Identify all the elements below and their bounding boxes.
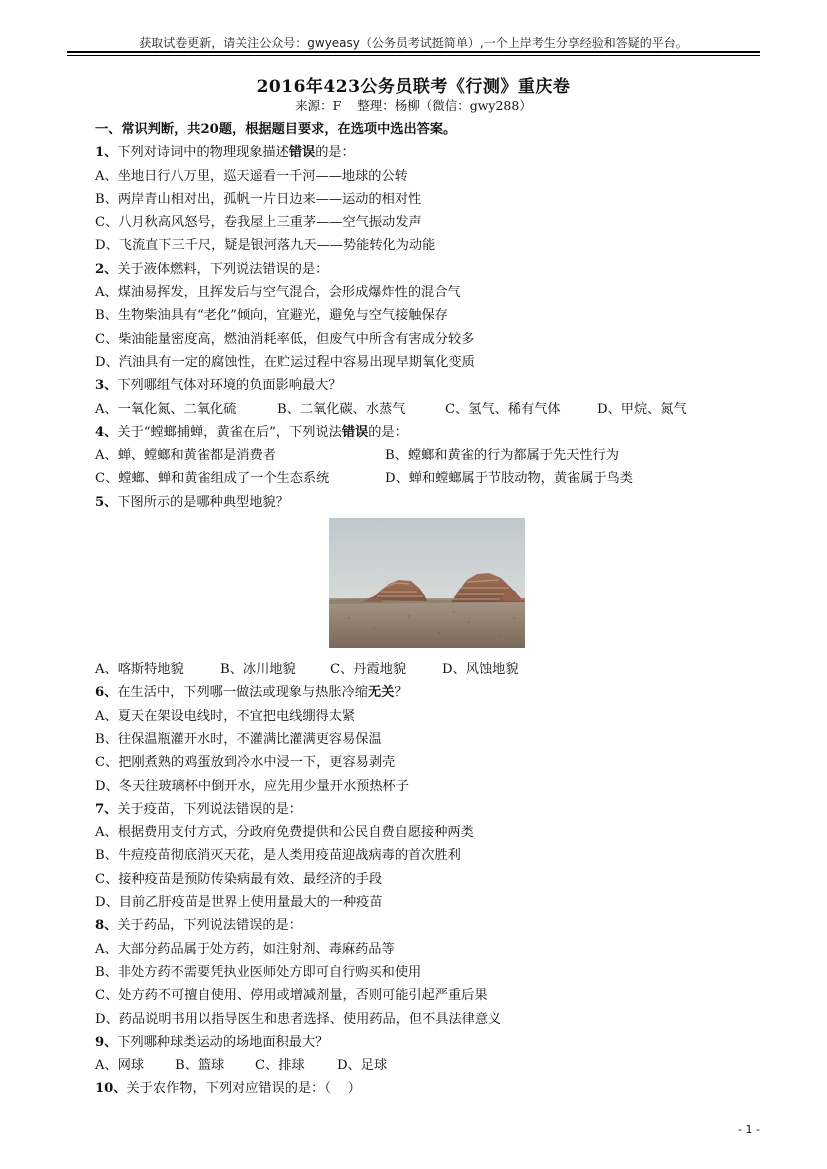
question-number: 6、: [95, 685, 118, 701]
option: B、非处方药不需要凭执业医师处方即可自行购买和使用: [95, 964, 422, 980]
page-number: - 1 -: [738, 1123, 760, 1136]
options-row: [95, 1054, 775, 1077]
option: D、蝉和螳螂属于节肢动物，黄雀属于鸟类: [385, 471, 633, 487]
option: A、夏天在架设电线时，不宜把电线绷得太紧: [95, 708, 356, 724]
option: C、接种疫苗是预防传染病最有效、最经济的手段: [95, 871, 383, 887]
question-1-stem: 1、下列对诗词中的物理现象描述错误的是：: [95, 145, 355, 161]
page-title: 2016年423公务员联考《行测》重庆卷: [256, 77, 571, 97]
option: B、牛痘疫苗彻底消灭天花，是人类用疫苗迎战病毒的首次胜利: [95, 848, 461, 864]
source-line: 来源：F 整理：杨柳（微信：gwy288）: [295, 98, 532, 113]
option: C、排球: [255, 1058, 305, 1074]
question-5-stem: 5、下图所示的是哪种典型地貌？: [95, 494, 289, 510]
option: D、风蚀地貌: [442, 662, 519, 678]
question-number: 9、: [95, 1034, 118, 1050]
question-7-stem: 7、关于疫苗，下列说法错误的是：: [95, 801, 302, 817]
option: D、甲烷、氮气: [597, 401, 687, 417]
option: C、丹霞地貌: [330, 662, 407, 678]
option: A、大部分药品属于处方药，如注射剂、毒麻药品等: [95, 941, 395, 957]
option: A、煤油易挥发，且挥发后与空气混合，会形成爆炸性的混合气: [95, 285, 461, 301]
question-3-stem: 3、下列哪组气体对环境的负面影响最大？: [95, 378, 342, 394]
option: B、二氧化碳、水蒸气: [277, 401, 406, 417]
option: B、冰川地貌: [220, 662, 296, 678]
option: C、把刚煮熟的鸡蛋放到冷水中浸一下，更容易剥壳: [95, 755, 396, 771]
option: C、柴油能量密度高，燃油消耗率低，但废气中所含有害成分较多: [95, 331, 475, 347]
option: A、网球: [95, 1058, 145, 1074]
header-rule-thick: [67, 51, 760, 53]
question-number: 1、: [95, 145, 118, 161]
option: D、冬天往玻璃杯中倒开水，应先用少量开水预热杯子: [95, 778, 409, 794]
option: C、螳螂、蝉和黄雀组成了一个生态系统: [95, 471, 330, 487]
question-9-stem: 9、下列哪种球类运动的场地面积最大？: [95, 1034, 329, 1050]
section-heading: 一、常识判断，共20题，根据题目要求，在选项中选出答案。: [95, 122, 457, 137]
question-number: 8、: [95, 918, 118, 934]
question-number: 2、: [95, 261, 118, 277]
option: A、蝉、螳螂和黄雀都是消费者: [95, 448, 276, 464]
option: B、生物柴油具有“老化”倾向，宜避光，避免与空气接触保存: [95, 308, 448, 324]
option: A、根据费用支付方式，分政府免费提供和公民自费自愿接种两类: [95, 825, 474, 841]
option: A、坐地日行八万里，巡天遥看一千河——地球的公转: [95, 168, 408, 184]
question-number: 10、: [95, 1081, 127, 1097]
question-number: 7、: [95, 801, 118, 817]
option: D、飞流直下三千尺，疑是银河落九天——势能转化为动能: [95, 238, 436, 254]
figure-container: [95, 514, 775, 658]
option: C、氢气、稀有气体: [445, 401, 561, 417]
question-4-stem: 4、关于“螳螂捕蝉，黄雀在后”，下列说法错误的是：: [95, 424, 408, 440]
option: B、两岸青山相对出，孤帆一片日边来——运动的相对性: [95, 191, 422, 207]
question-10-stem: 10、关于农作物，下列对应错误的是：（ ）: [95, 1081, 361, 1097]
option: C、八月秋高风怒号，卷我屋上三重茅——空气振动发声: [95, 215, 422, 231]
question-number: 4、: [95, 424, 118, 440]
question-8-stem: 8、关于药品，下列说法错误的是：: [95, 918, 302, 934]
option: D、足球: [337, 1058, 388, 1074]
option: D、汽油具有一定的腐蚀性，在贮运过程中容易出现早期氧化变质: [95, 354, 475, 370]
option: B、往保温瓶灌开水时，不灌满比灌满更容易保温: [95, 731, 382, 747]
options-row: [95, 658, 775, 681]
option: A、一氧化氮、二氧化硫: [95, 401, 237, 417]
emphasis: 错误: [288, 145, 316, 161]
option: D、目前乙肝疫苗是世界上使用量最大的一种疫苗: [95, 895, 383, 911]
question-number: 3、: [95, 378, 118, 394]
desert-landform-photo: [329, 518, 525, 648]
emphasis: 无关: [367, 685, 395, 701]
header-rule-thin: [67, 55, 760, 56]
exam-content: [95, 118, 775, 1101]
emphasis: 错误: [341, 424, 369, 440]
options-row: [95, 467, 775, 490]
options-row: [95, 398, 775, 421]
question-6-stem: 6、在生活中，下列哪一做法或现象与热胀冷缩无关？: [95, 685, 408, 701]
question-2-stem: 2、关于液体燃料，下列说法错误的是：: [95, 261, 329, 277]
question-number: 5、: [95, 494, 118, 510]
option: B、螳螂和黄雀的行为都属于先天性行为: [385, 448, 619, 464]
header-note: 获取试卷更新，请关注公众号：gwyeasy（公务员考试挺简单）,一个上岸考生分享经验和答疑的平台。: [139, 36, 688, 50]
option: D、药品说明书用以指导医生和患者选择、使用药品，但不具法律意义: [95, 1011, 502, 1027]
options-row: [95, 444, 775, 467]
option: A、喀斯特地貌: [95, 662, 184, 678]
option: B、篮球: [175, 1058, 225, 1074]
option: C、处方药不可擅自使用、停用或增减剂量，否则可能引起严重后果: [95, 988, 488, 1004]
